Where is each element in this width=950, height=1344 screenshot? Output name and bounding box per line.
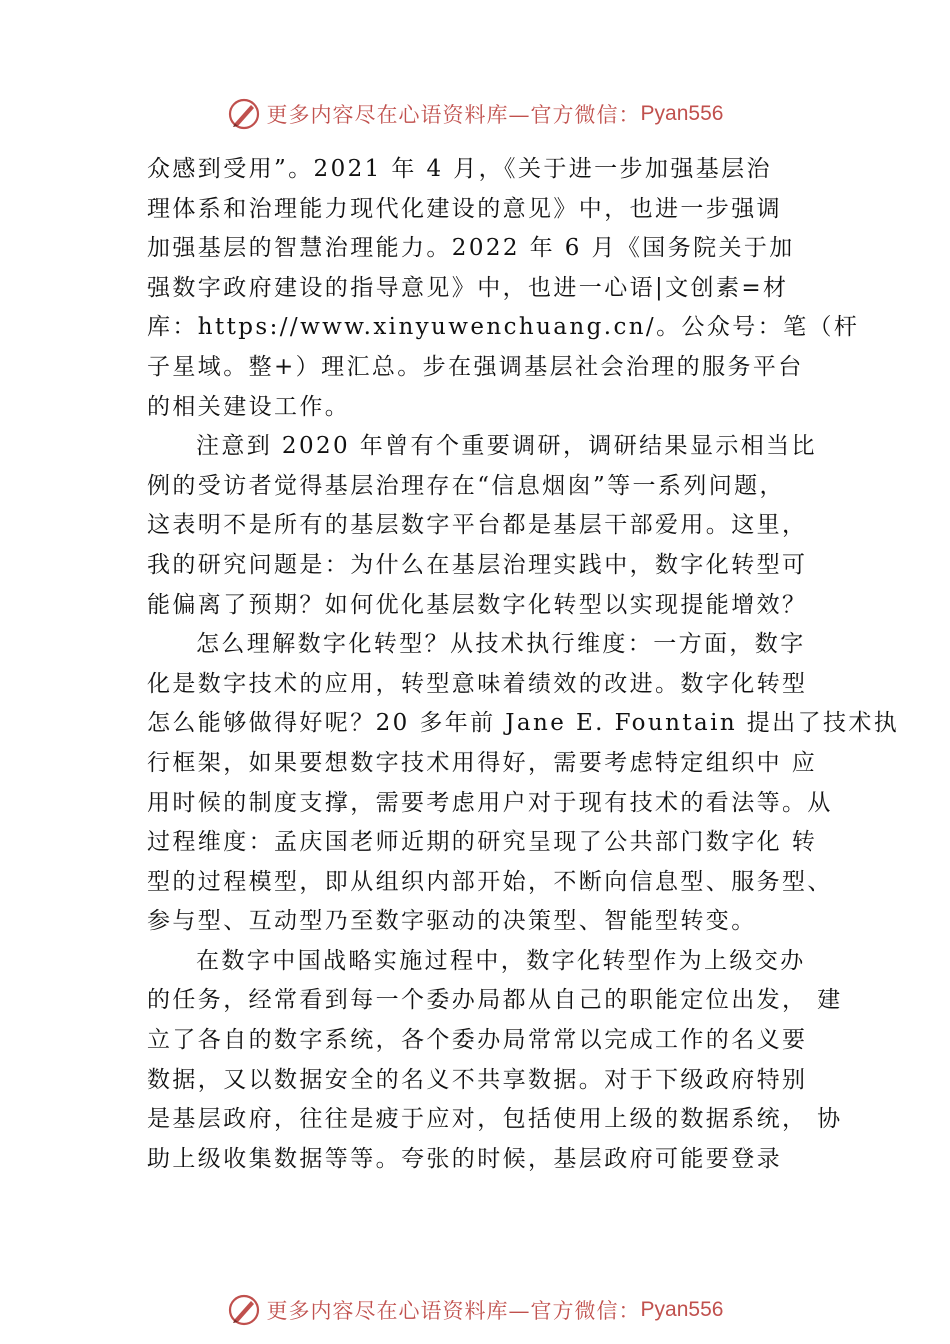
header-banner-wechat-id: Pyan556 [640,102,724,125]
text-line: 理体系和治理能力现代化建设的意见》中，也进一步强调 [147,195,782,222]
text-line: 加强基层的智慧治理能力。2022 年 6 月《国务院关于加 [147,235,795,262]
text-line: 注意到 2020 年曾有个重要调研，调研结果显示相当比 [196,433,817,460]
text-line: 化是数字技术的应用，转型意味着绩效的改进。数字化转型 [147,670,808,697]
text-line: 强数字政府建设的指导意见》中，也进一心语|文创素=材 [147,274,789,301]
text-line: 库：https://www.xinyuwenchuang.cn/。公众号：笔（杆 [147,314,860,341]
text-line: 的相关建设工作。 [147,393,351,420]
text-line: 例的受访者觉得基层治理存在“信息烟囱”等一系列问题， [147,472,785,499]
footer-banner-text: 更多内容尽在心语资料库—官方微信： [266,1299,641,1323]
text-line: 参与型、互动型乃至数字驱动的决策型、智能型转变。 [147,908,757,935]
text-line: 在数字中国战略实施过程中，数字化转型作为上级交办 [196,947,806,974]
text-line: 助上级收集数据等等。夸张的时候，基层政府可能要登录 [147,1145,782,1172]
text-line: 能偏离了预期？如何优化基层数字化转型以实现提能增效？ [147,591,808,618]
text-line: 是基层政府，往往是疲于应对，包括使用上级的数据系统， 协 [147,1106,843,1133]
text-line: 过程维度：孟庆国老师近期的研究呈现了公共部门数字化 转 [147,829,818,856]
text-line: 我的研究问题是：为什么在基层治理实践中，数字化转型可 [147,551,808,578]
text-line: 怎么理解数字化转型？从技术执行维度：一方面，数字 [196,631,806,658]
footer-banner [0,1290,950,1330]
text-line: 众感到受用”。2021 年 4 月，《关于进一步加强基层治 [147,156,772,182]
text-line: 行框架，如果要想数字技术用得好，需要考虑特定组织中 应 [147,749,818,776]
pen-logo-icon [227,1293,261,1327]
text-line: 立了各自的数字系统，各个委办局常常以完成工作的名义要 [147,1027,808,1054]
pen-logo-icon [227,97,261,131]
text-line: 怎么能够做得好呢？20 多年前 Jane E. Fountain 提出了技术执 [147,710,900,737]
document-body [147,150,900,1179]
header-banner-text: 更多内容尽在心语资料库—官方微信： [266,103,641,127]
text-line: 这表明不是所有的基层数字平台都是基层干部爱用。这里， [147,512,808,539]
text-line: 型的过程模型，即从组织内部开始，不断向信息型、服务型、 [147,868,833,895]
text-line: 用时候的制度支撑，需要考虑用户对于现有技术的看法等。从 [147,789,833,816]
text-line: 数据，又以数据安全的名义不共享数据。对于下级政府特别 [147,1066,808,1093]
footer-banner-wechat-id: Pyan556 [640,1298,724,1321]
text-line: 的任务，经常看到每一个委办局都从自己的职能定位出发， 建 [147,987,843,1014]
header-banner [0,94,950,134]
text-line: 子星域。整+）理汇总。步在强调基层社会治理的服务平台 [147,353,804,380]
